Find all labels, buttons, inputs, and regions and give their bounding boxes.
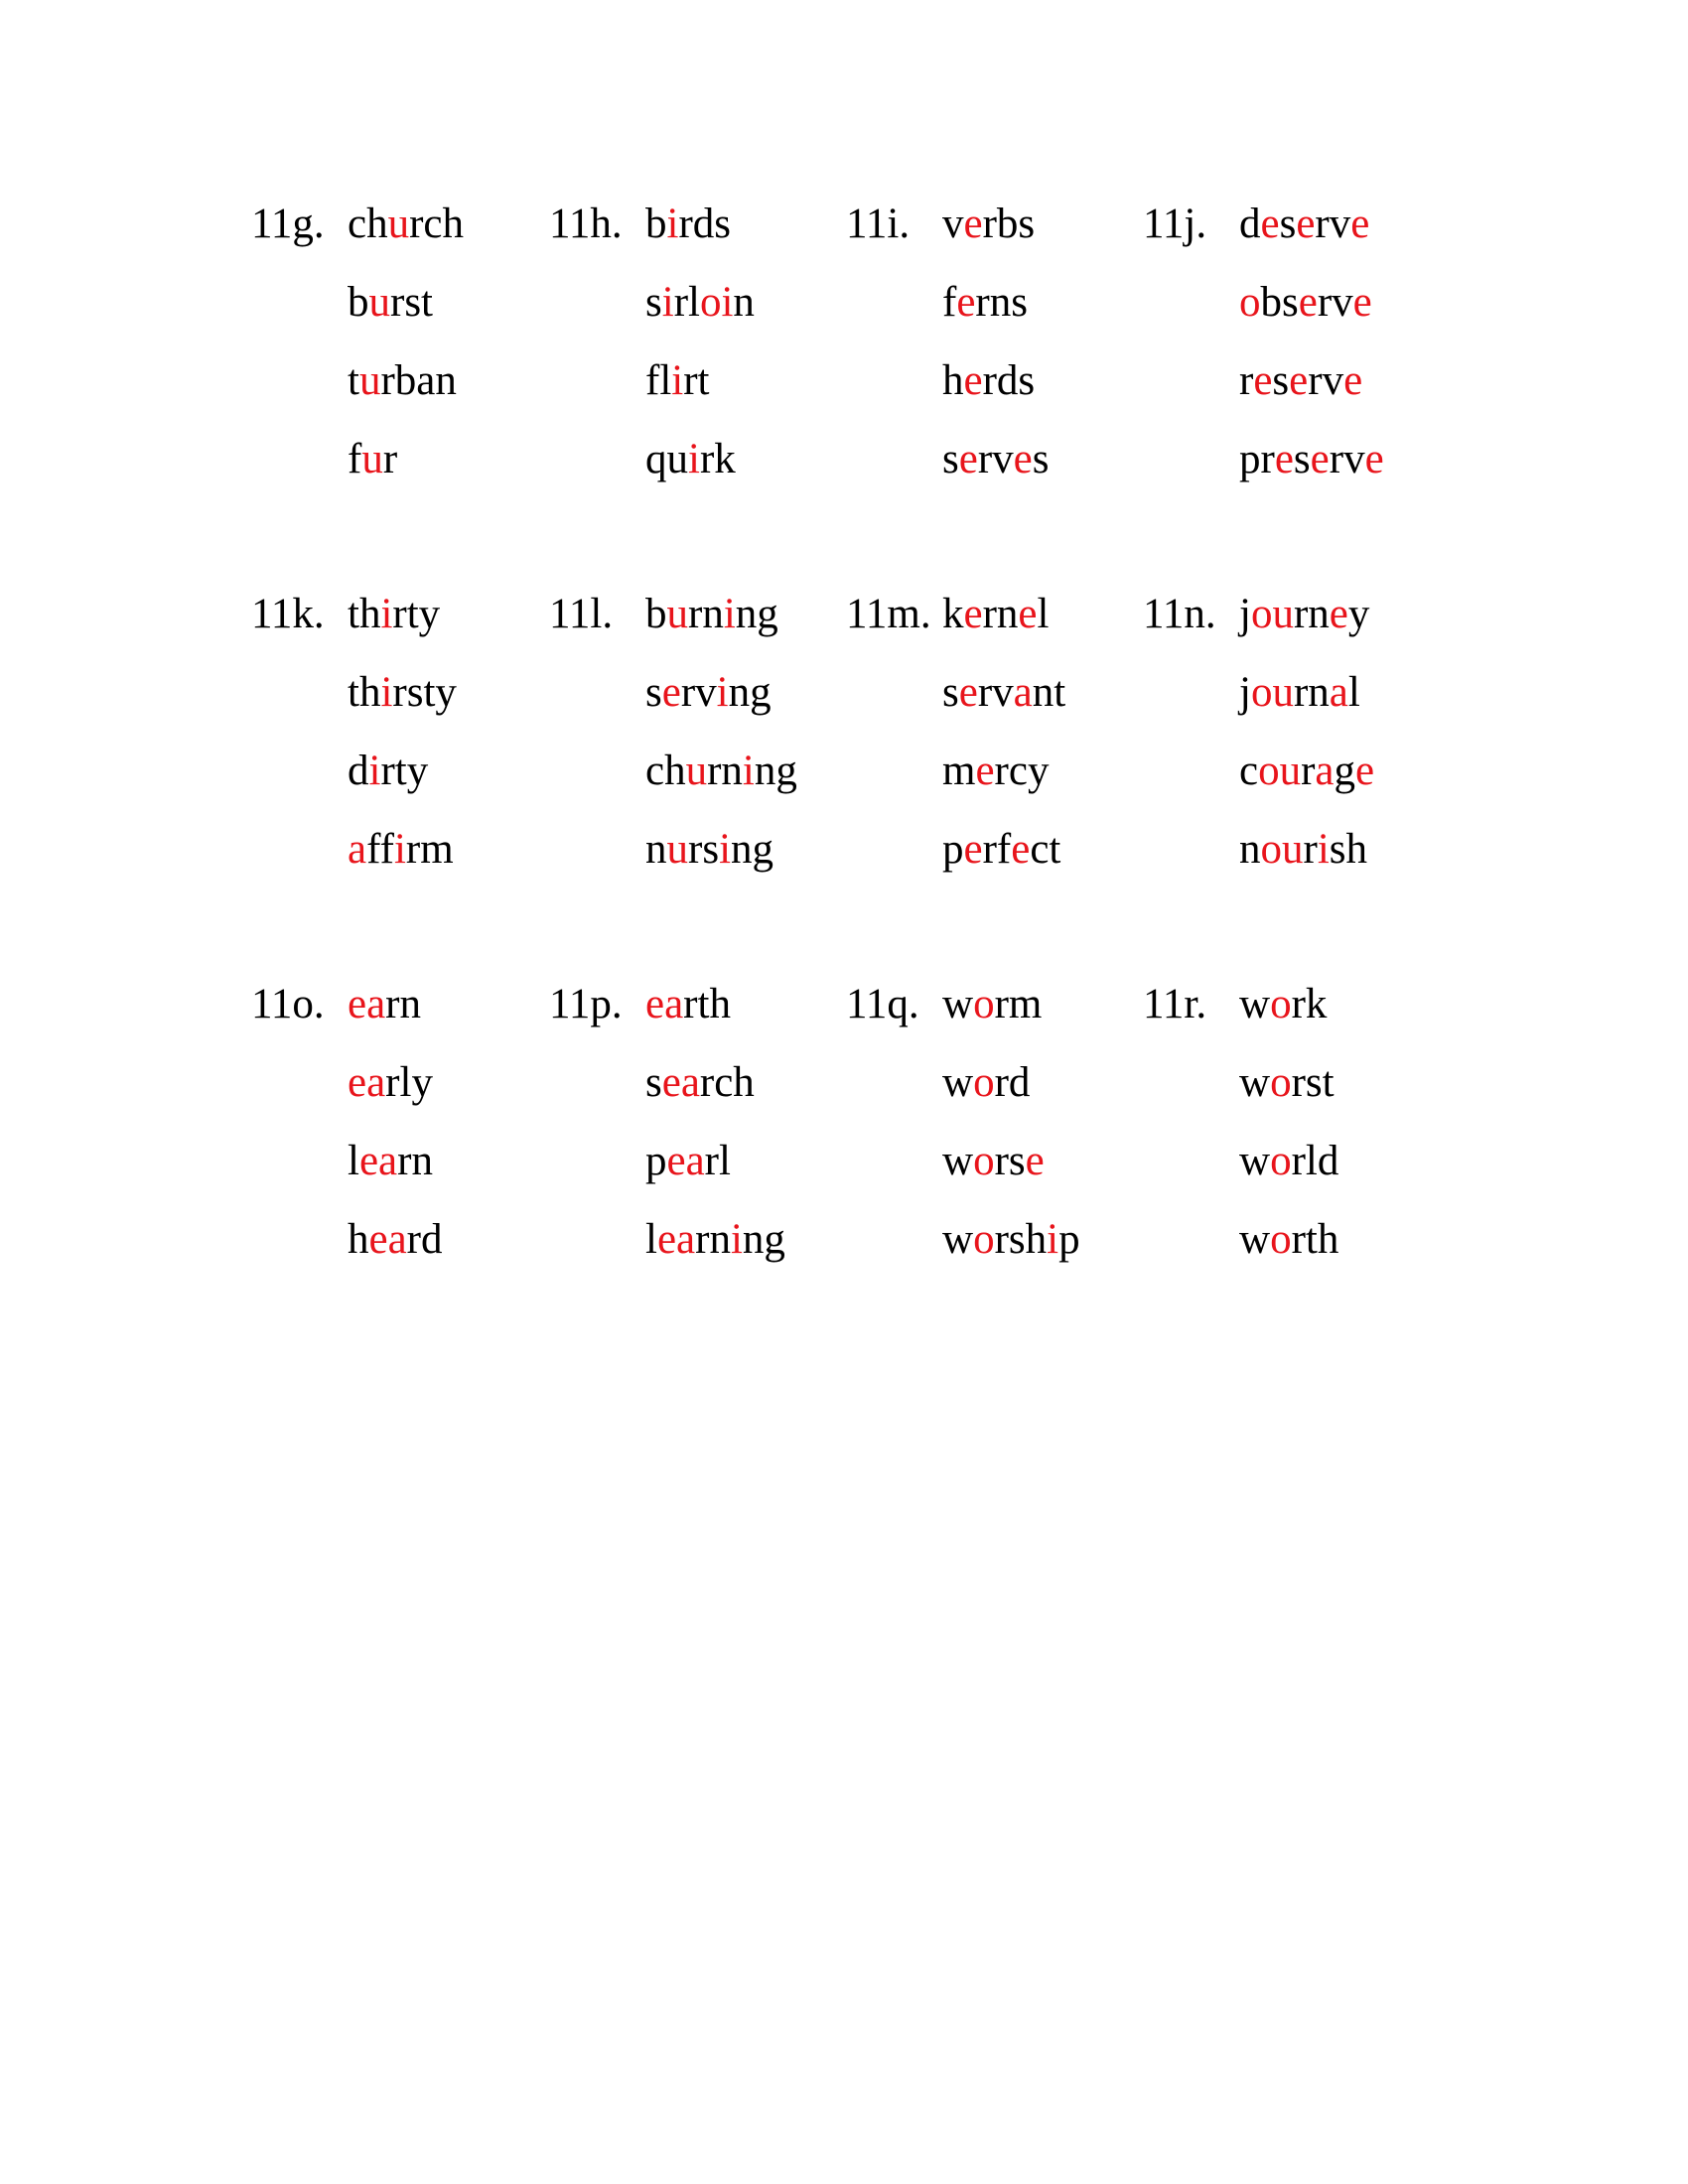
highlighted-letters: e (1274, 436, 1294, 482)
word-letters: r (1239, 357, 1254, 404)
word (942, 1200, 1080, 1279)
word-letters: rt (683, 357, 710, 404)
highlighted-letters: ou (1250, 669, 1294, 716)
word-letters: c (1239, 748, 1259, 794)
word-letters: rcy (994, 748, 1050, 794)
word-letters: rds (982, 357, 1036, 404)
word-letters: ng (731, 826, 774, 873)
word (1239, 810, 1374, 888)
word-list (348, 185, 464, 498)
word-list (1239, 575, 1374, 888)
word-letters: fl (645, 357, 672, 404)
highlighted-letters: e (1011, 826, 1031, 873)
highlighted-letters: ea (661, 1059, 700, 1106)
highlighted-letters: ou (1258, 748, 1302, 794)
word (348, 263, 464, 341)
word-letters: rl (704, 1138, 731, 1184)
word-letters: ng (754, 748, 797, 794)
word-letters: g (1334, 748, 1356, 794)
word-letters: rsh (994, 1216, 1048, 1263)
word-letters: pr (1239, 436, 1275, 482)
word-letters: rn (982, 591, 1019, 637)
highlighted-letters: o (973, 1216, 995, 1263)
highlighted-letters: e (1298, 279, 1318, 326)
word-letters: ct (1030, 826, 1061, 873)
word-letters: rst (390, 279, 433, 326)
highlighted-letters: e (958, 436, 978, 482)
highlighted-letters: u (666, 826, 688, 873)
word-list (645, 965, 785, 1279)
word-list (645, 185, 755, 498)
word-letters: rd (994, 1059, 1031, 1106)
word-letters: s (645, 279, 662, 326)
highlighted-letters: e (1310, 436, 1330, 482)
highlighted-letters: e (1364, 436, 1384, 482)
word-letters: rn (695, 1216, 731, 1263)
word (645, 263, 755, 341)
highlighted-letters: i (742, 748, 755, 794)
highlighted-letters: ea (656, 1216, 696, 1263)
word-letters: sh (1329, 826, 1368, 873)
highlighted-letters: e (1253, 357, 1273, 404)
highlighted-letters: o (1270, 1138, 1292, 1184)
word (645, 810, 797, 888)
word-letters: rs (994, 1138, 1026, 1184)
word-letters: ch (645, 748, 686, 794)
word (1239, 263, 1384, 341)
word-letters: j (1239, 591, 1251, 637)
word-letters: rty (392, 591, 441, 637)
highlighted-letters: i (723, 591, 736, 637)
word-letters: f (348, 436, 362, 482)
word-letters: rd (406, 1216, 443, 1263)
highlighted-letters: e (963, 357, 983, 404)
highlighted-letters: e (963, 591, 983, 637)
word-letters: b (645, 591, 667, 637)
highlighted-letters: u (666, 591, 688, 637)
word (942, 341, 1049, 420)
word-letters: rs (688, 826, 720, 873)
word-letters: rk (1291, 981, 1328, 1027)
group-label: 11r. (1143, 981, 1207, 1027)
word-letters: rth (683, 981, 731, 1027)
word-letters: rk (699, 436, 736, 482)
group-label: 11l. (549, 591, 614, 637)
highlighted-letters: ea (666, 1138, 705, 1184)
word (1239, 965, 1338, 1043)
highlighted-letters: e (1350, 201, 1370, 247)
word-letters: rns (975, 279, 1028, 326)
highlighted-letters: e (1355, 748, 1375, 794)
highlighted-letters: i (1047, 1216, 1059, 1263)
word-letters: w (1239, 1138, 1271, 1184)
word-letters: j (1239, 669, 1251, 716)
highlighted-letters: e (975, 748, 995, 794)
word-letters: t (348, 357, 359, 404)
word-letters: rds (678, 201, 732, 247)
word-letters: th (348, 669, 381, 716)
highlighted-letters: o (1239, 279, 1261, 326)
word (645, 1122, 785, 1200)
word-letters: rf (982, 826, 1012, 873)
highlighted-letters: ea (348, 1059, 386, 1106)
word-list (942, 575, 1065, 888)
word-letters: s (1279, 201, 1297, 247)
word (645, 341, 755, 420)
highlighted-letters: i (730, 1216, 743, 1263)
word-letters: r (382, 436, 398, 482)
word-letters: r (1301, 748, 1316, 794)
highlighted-letters: i (688, 436, 700, 482)
word (348, 1043, 443, 1122)
highlighted-letters: u (358, 357, 381, 404)
highlighted-letters: e (661, 669, 681, 716)
group-label: 11g. (251, 201, 325, 247)
word (942, 1122, 1080, 1200)
highlighted-letters: e (1296, 201, 1316, 247)
word-letters: d (348, 748, 369, 794)
group-label: 11j. (1143, 201, 1207, 247)
word (348, 185, 464, 263)
word (348, 653, 457, 732)
highlighted-letters: o (973, 1059, 995, 1106)
highlighted-letters: o (973, 981, 995, 1027)
highlighted-letters: u (685, 748, 708, 794)
word-letters: p (942, 826, 964, 873)
group-label: 11k. (251, 591, 325, 637)
highlighted-letters: i (719, 826, 732, 873)
word-letters: l (1037, 591, 1050, 637)
word (348, 1122, 443, 1200)
word-letters: h (348, 1216, 369, 1263)
highlighted-letters: e (1013, 436, 1033, 482)
highlighted-letters: e (1260, 201, 1280, 247)
word-letters: n (645, 826, 667, 873)
highlighted-letters: e (1018, 591, 1038, 637)
word-letters: rl (673, 279, 700, 326)
word-list (1239, 185, 1384, 498)
highlighted-letters: i (1317, 826, 1330, 873)
word-letters: n (1239, 826, 1261, 873)
word-letters: rn (1293, 591, 1330, 637)
word-list (1239, 965, 1338, 1279)
word (348, 732, 457, 810)
word-list (348, 575, 457, 888)
word (1239, 732, 1374, 810)
highlighted-letters: a (1329, 669, 1348, 716)
highlighted-letters: e (1289, 357, 1309, 404)
word-letters: l (645, 1216, 657, 1263)
word-letters: p (1058, 1216, 1080, 1263)
highlighted-letters: i (380, 591, 393, 637)
word-letters: rv (1308, 357, 1344, 404)
word-letters: s (942, 436, 959, 482)
word (1239, 1043, 1338, 1122)
highlighted-letters: i (368, 748, 381, 794)
word-letters: rn (385, 981, 421, 1027)
word-letters: qu (645, 436, 688, 482)
highlighted-letters: e (1352, 279, 1372, 326)
word (942, 1043, 1080, 1122)
word-letters: rch (409, 201, 464, 247)
word-letters: s (645, 669, 662, 716)
word (1239, 341, 1384, 420)
highlighted-letters: e (1343, 357, 1363, 404)
word-letters: rty (380, 748, 429, 794)
word-letters: d (1239, 201, 1261, 247)
group-label: 11o. (251, 981, 325, 1027)
word (348, 420, 464, 498)
highlighted-letters: i (393, 826, 406, 873)
word (1239, 1122, 1338, 1200)
word-letters: rst (1291, 1059, 1335, 1106)
highlighted-letters: ea (368, 1216, 407, 1263)
word-letters: rn (397, 1138, 433, 1184)
word-letters: s (1272, 357, 1290, 404)
highlighted-letters: o (1270, 981, 1292, 1027)
highlighted-letters: e (958, 669, 978, 716)
word-letters: p (645, 1138, 667, 1184)
word-letters: rth (1291, 1216, 1339, 1263)
word (942, 263, 1049, 341)
word-letters: ng (735, 591, 778, 637)
word-letters: rv (1317, 279, 1353, 326)
group-label: 11n. (1143, 591, 1216, 637)
word-letters: w (942, 1138, 974, 1184)
word (942, 965, 1080, 1043)
highlighted-letters: u (387, 201, 410, 247)
word (348, 1200, 443, 1279)
word-letters: k (942, 591, 964, 637)
highlighted-letters: e (963, 826, 983, 873)
word-letters: rm (994, 981, 1043, 1027)
word-letters: rly (385, 1059, 433, 1106)
word-letters: w (1239, 981, 1271, 1027)
highlighted-letters: o (973, 1138, 995, 1184)
highlighted-letters: i (380, 669, 393, 716)
word-letters: rbs (982, 201, 1036, 247)
highlighted-letters: i (666, 201, 679, 247)
word-letters: ng (742, 1216, 785, 1263)
word (1239, 185, 1384, 263)
word-letters: rm (405, 826, 454, 873)
word-letters: w (1239, 1216, 1271, 1263)
word (645, 185, 755, 263)
word (645, 575, 797, 653)
word-letters: s (1032, 436, 1050, 482)
highlighted-letters: ea (348, 981, 386, 1027)
word-letters: y (1347, 591, 1370, 637)
group-label: 11i. (846, 201, 911, 247)
word-letters: w (942, 1059, 974, 1106)
word-letters: rch (699, 1059, 755, 1106)
word (942, 653, 1065, 732)
highlighted-letters: a (1013, 669, 1033, 716)
highlighted-letters: ou (1250, 591, 1294, 637)
highlighted-letters: ea (358, 1138, 398, 1184)
word (1239, 420, 1384, 498)
word-letters: rld (1291, 1138, 1339, 1184)
word-letters: w (942, 981, 974, 1027)
highlighted-letters: u (361, 436, 383, 482)
word (1239, 575, 1374, 653)
word (348, 965, 443, 1043)
word-letters: rn (688, 591, 724, 637)
word-letters: n (733, 279, 755, 326)
word (645, 1043, 785, 1122)
highlighted-letters: e (1025, 1138, 1045, 1184)
word-letters: w (942, 1216, 974, 1263)
word (942, 575, 1065, 653)
word-letters: v (942, 201, 964, 247)
word-letters: bs (1260, 279, 1299, 326)
group-label: 11m. (846, 591, 931, 637)
word-letters: rv (1329, 436, 1365, 482)
word (645, 1200, 785, 1279)
word-letters: rban (380, 357, 457, 404)
word-letters: s (1293, 436, 1311, 482)
word-letters: w (1239, 1059, 1271, 1106)
word-letters: rv (977, 669, 1014, 716)
word (645, 965, 785, 1043)
word-letters: rv (977, 436, 1014, 482)
word-letters: l (348, 1138, 359, 1184)
word-letters: nt (1032, 669, 1066, 716)
group-label: 11q. (846, 981, 919, 1027)
word-letters: ff (366, 826, 394, 873)
highlighted-letters: o (1270, 1216, 1292, 1263)
word-letters: b (348, 279, 369, 326)
word-letters: rn (707, 748, 743, 794)
word-list (942, 185, 1049, 498)
highlighted-letters: i (716, 669, 729, 716)
word-letters: ch (348, 201, 388, 247)
highlighted-letters: oi (699, 279, 734, 326)
word-letters: b (645, 201, 667, 247)
word (942, 420, 1049, 498)
word-letters: s (942, 669, 959, 716)
word (645, 732, 797, 810)
word (942, 810, 1065, 888)
group-label: 11h. (549, 201, 623, 247)
word (348, 341, 464, 420)
highlighted-letters: e (963, 201, 983, 247)
highlighted-letters: i (671, 357, 684, 404)
highlighted-letters: u (368, 279, 390, 326)
word (942, 185, 1049, 263)
word-letters: m (942, 748, 976, 794)
highlighted-letters: a (348, 826, 367, 873)
word-letters: h (942, 357, 964, 404)
word-letters: rn (1293, 669, 1330, 716)
word (645, 653, 797, 732)
word-list (348, 965, 443, 1279)
highlighted-letters: o (1270, 1059, 1292, 1106)
word-letters: l (1347, 669, 1360, 716)
highlighted-letters: e (956, 279, 976, 326)
group-label: 11p. (549, 981, 623, 1027)
word-letters: th (348, 591, 381, 637)
word-letters: rsty (392, 669, 457, 716)
highlighted-letters: e (1329, 591, 1348, 637)
word-letters: rv (680, 669, 717, 716)
word (348, 575, 457, 653)
word-list (645, 575, 797, 888)
highlighted-letters: ou (1260, 826, 1304, 873)
highlighted-letters: ea (645, 981, 684, 1027)
word-letters: ng (728, 669, 772, 716)
word-letters: f (942, 279, 957, 326)
word (942, 732, 1065, 810)
word (1239, 653, 1374, 732)
word (348, 810, 457, 888)
highlighted-letters: i (661, 279, 674, 326)
word (1239, 1200, 1338, 1279)
word-letters: r (1303, 826, 1318, 873)
word-list (942, 965, 1080, 1279)
word (645, 420, 755, 498)
highlighted-letters: a (1315, 748, 1335, 794)
word-letters: s (645, 1059, 662, 1106)
word-letters: rv (1315, 201, 1351, 247)
